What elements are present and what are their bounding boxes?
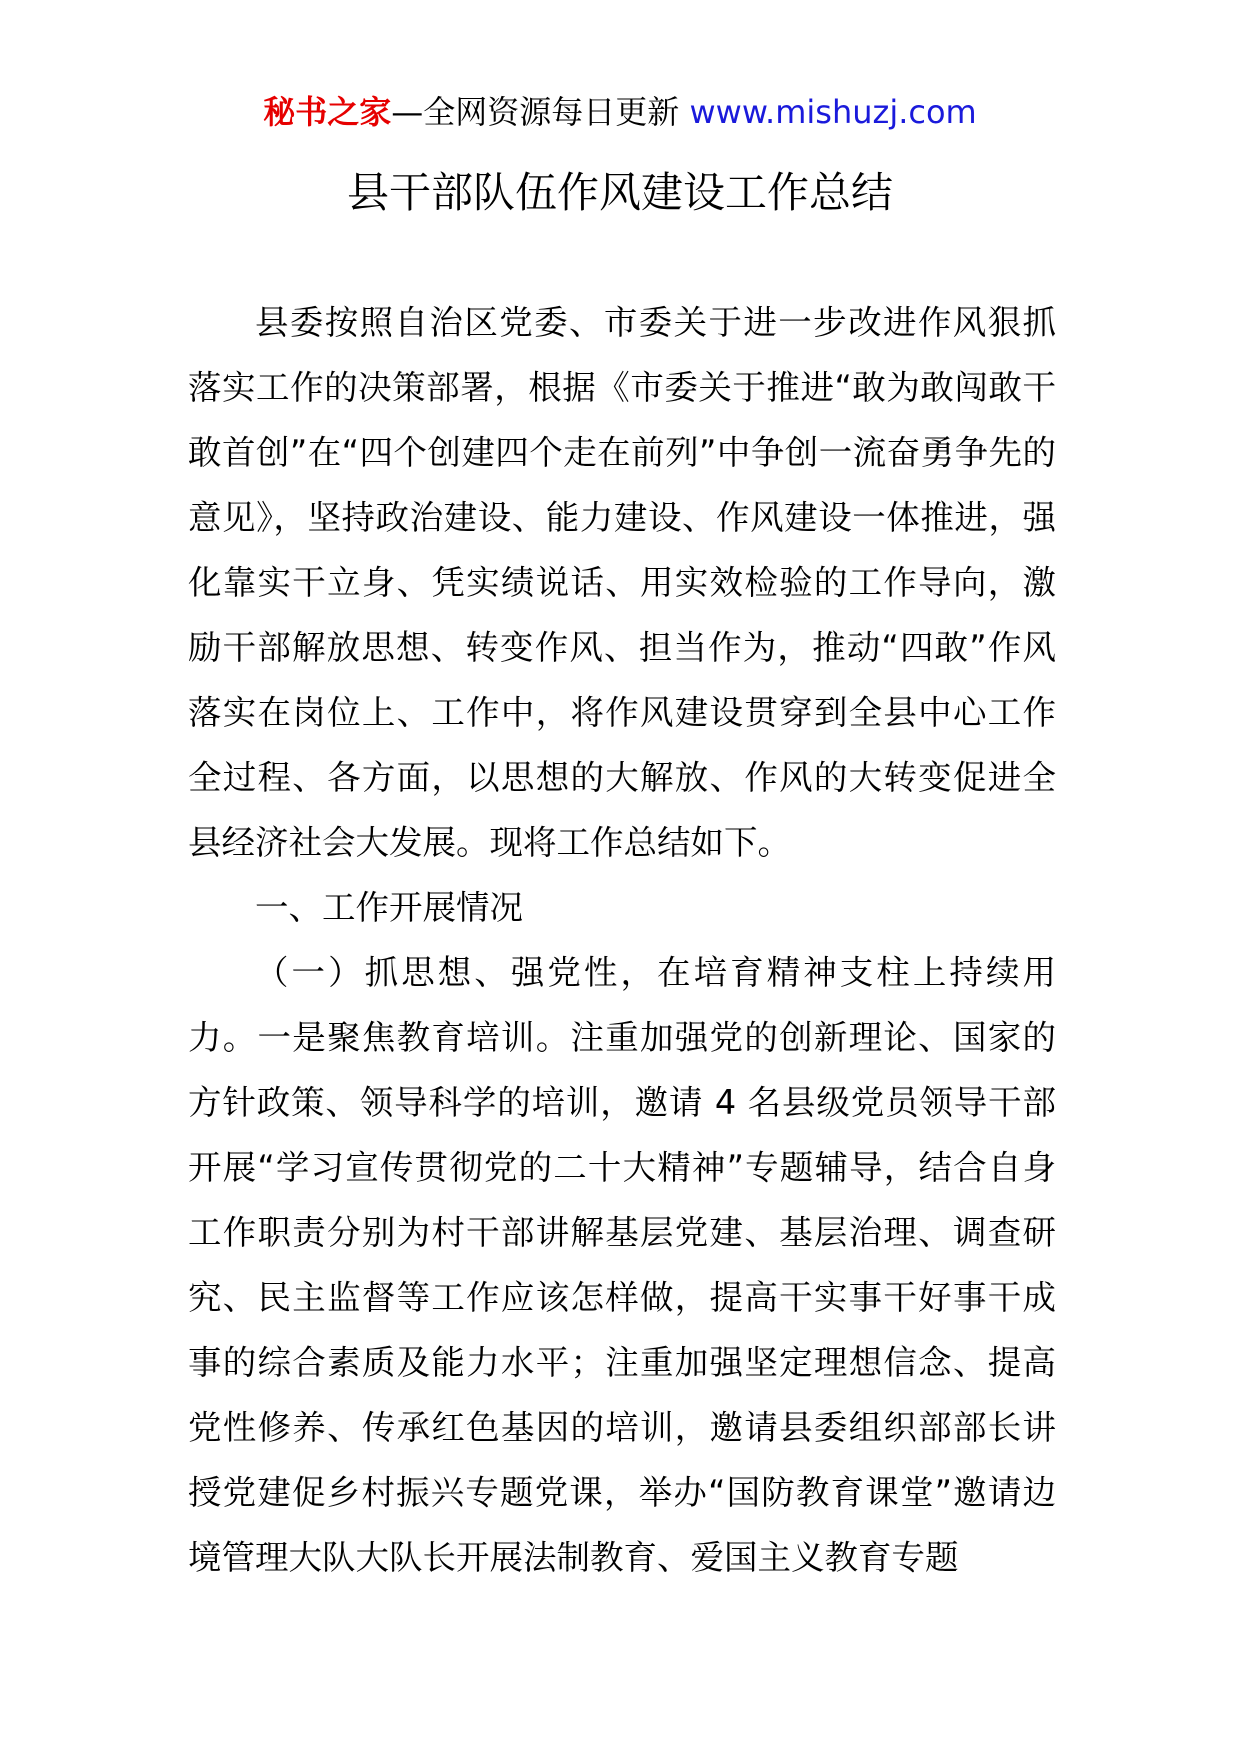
site-url-link[interactable]: www.mishuzj.com	[689, 93, 977, 131]
paragraph-subsection-1: （一）抓思想、强党性，在培育精神支柱上持续用力。一是聚焦教育培训。注重加强党的创新理论、国家的方针政策、领导科学的培训，邀请 4 名县级党员领导干部开展“学习宣传贯彻党的二十大精神”专题辅导，结合自身工作职责分别为村干部讲解基层党建、基层治理、调查研究、民主监督等工作应该怎样做，提高干实事干好事干成事的综合素质及能力水平；注重加强坚定理想信念、提高党性修养、传承红色基因的培训，邀请县委组织部部长讲授党建促乡村振兴专题党课，举办“国防教育课堂”邀请边境管理大队大队长开展法制教育、爱国主义教育专题	[188, 953, 1056, 1577]
header-tagline: —全网资源每日更新	[391, 93, 690, 131]
document-title: 县干部队伍作风建设工作总结	[346, 168, 893, 217]
site-header	[0, 92, 1240, 132]
section-heading-1: 一、工作开展情况	[255, 888, 523, 927]
document-body	[188, 290, 1056, 1590]
paragraph-intro: 县委按照自治区党委、市委关于进一步改进作风狠抓落实工作的决策部署，根据《市委关于推进“敢为敢闯敢干敢首创”在“四个创建四个走在前列”中争创一流奋勇争先的意见》，坚持政治建设、能力建设、作风建设一体推进，强化靠实干立身、凭实绩说话、用实效检验的工作导向，激励干部解放思想、转变作风、担当作为，推动“四敢”作风落实在岗位上、工作中，将作风建设贯穿到全县中心工作全过程、各方面，以思想的大解放、作风的大转变促进全县经济社会大发展。现将工作总结如下。	[188, 303, 1056, 862]
brand-name: 秘书之家	[263, 93, 392, 131]
